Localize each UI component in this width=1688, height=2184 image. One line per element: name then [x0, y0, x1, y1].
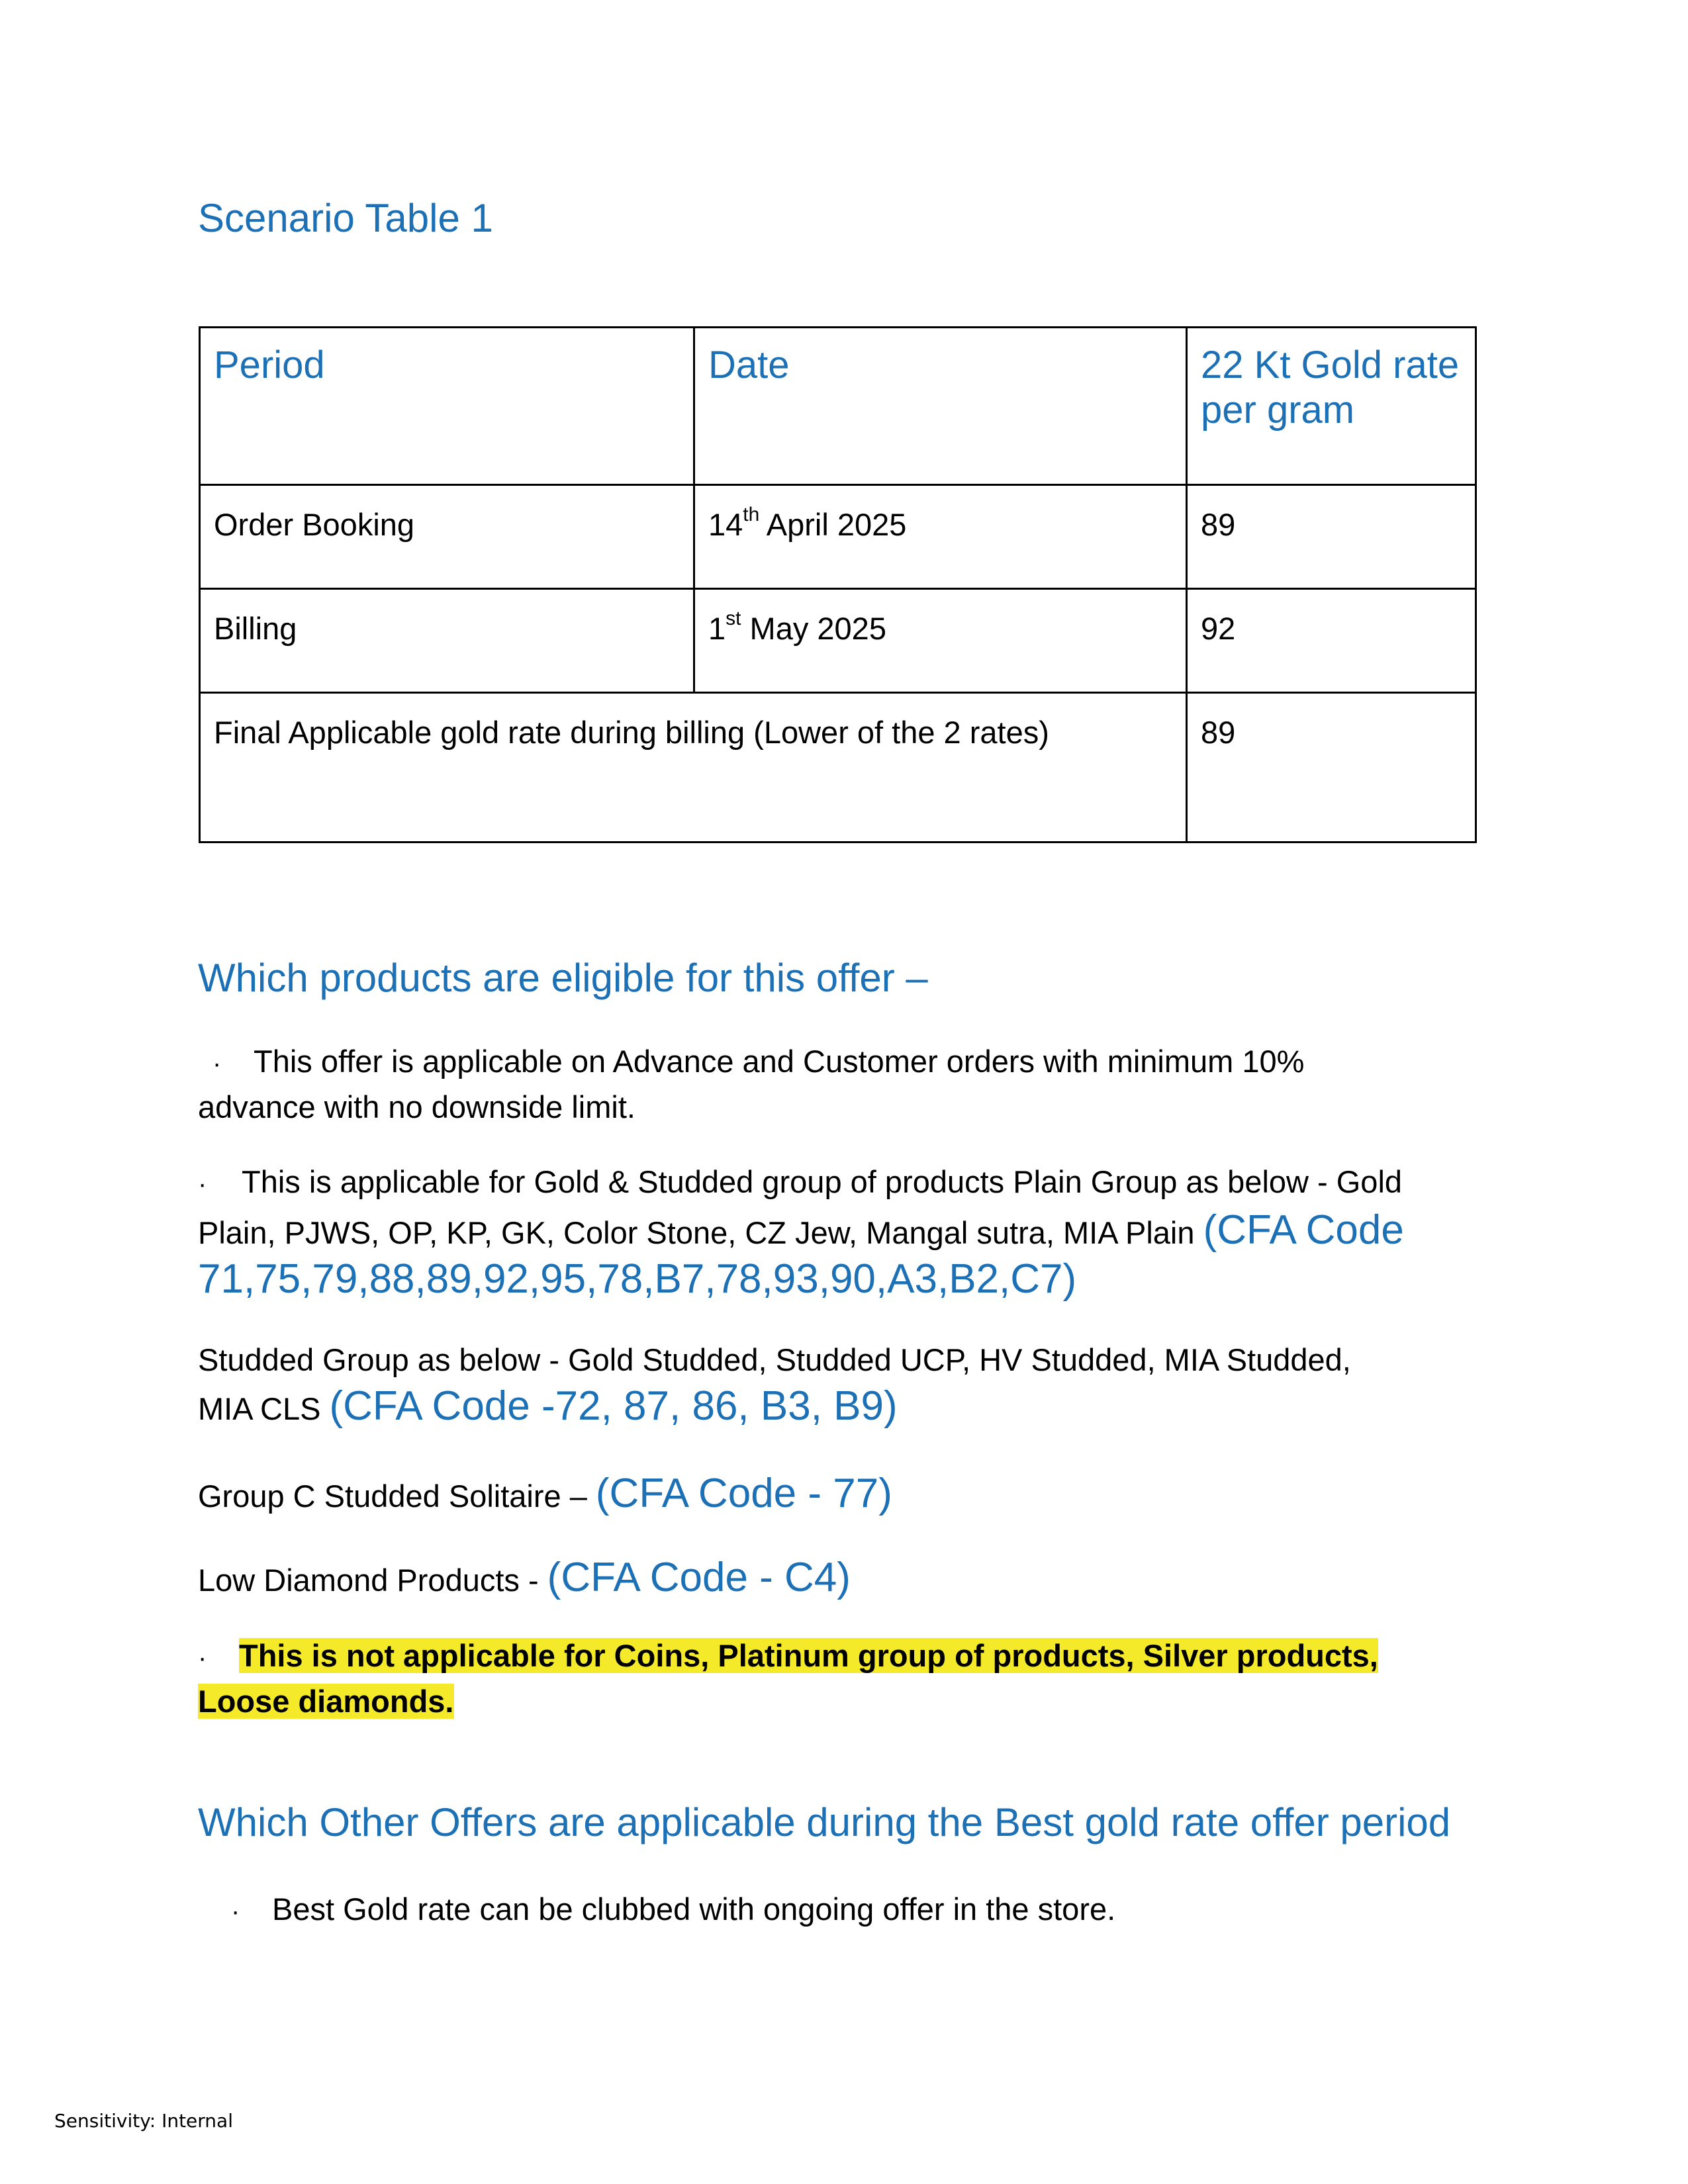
paragraph-line: Studded Group as below - Gold Studded, Studded UCP, HV Studded, MIA Studded,	[198, 1342, 1351, 1377]
bullet-dot: ·	[198, 1169, 207, 1199]
header-date: Date	[694, 328, 1187, 485]
table-row	[200, 485, 1476, 589]
eligibility-paragraph-1	[198, 1040, 1304, 1129]
cfa-code: (CFA Code	[1203, 1207, 1404, 1253]
date-month-year: May 2025	[749, 611, 886, 646]
date-day: 1	[708, 611, 726, 646]
paragraph-line	[198, 1207, 1404, 1256]
scenario-table-title: Scenario Table 1	[198, 196, 493, 240]
table-row	[200, 589, 1476, 693]
date-day: 14	[708, 507, 743, 542]
paragraph-line: advance with no downside limit.	[198, 1089, 635, 1124]
paragraph-line	[198, 1159, 1404, 1207]
paragraph-line	[198, 1040, 1304, 1085]
paragraph-text: Low Diamond Products -	[198, 1563, 547, 1598]
date-month-year: April 2025	[766, 507, 907, 542]
cfa-code-list: 71,75,79,88,89,92,95,78,B7,78,93,90,A3,B2,C7)	[198, 1256, 1077, 1302]
date-suffix: th	[743, 504, 760, 525]
date-suffix: st	[726, 608, 741, 629]
cell-date	[694, 485, 1187, 589]
cfa-code: (CFA Code - C4)	[547, 1555, 851, 1600]
eligibility-paragraph-4	[198, 1471, 892, 1520]
paragraph-text: Plain, PJWS, OP, KP, GK, Color Stone, CZ Jew, Mangal sutra, MIA Plain	[198, 1215, 1203, 1250]
paragraph-text: MIA CLS	[198, 1391, 330, 1426]
table-header-row	[200, 328, 1476, 485]
cfa-code: (CFA Code -72, 87, 86, B3, B9)	[329, 1383, 898, 1429]
paragraph-line	[198, 1383, 1351, 1432]
sensitivity-footer: Sensitivity: Internal	[54, 2110, 233, 2132]
other-offers-paragraph	[198, 1886, 1115, 1934]
paragraph-line	[198, 1680, 1378, 1723]
cell-rate: 89	[1187, 485, 1476, 589]
bullet-dot: ·	[212, 1049, 222, 1078]
paragraph-line	[198, 1634, 1378, 1680]
cfa-code: (CFA Code - 77)	[595, 1471, 892, 1516]
cell-final-rate: 89	[1187, 693, 1476, 842]
highlighted-text: This is not applicable for Coins, Platinum group of products, Silver products,	[239, 1638, 1378, 1673]
eligibility-paragraph-3	[198, 1337, 1351, 1432]
eligibility-paragraph-5	[198, 1555, 851, 1604]
paragraph-text: This is applicable for Gold & Studded group of products Plain Group as below - Gold	[242, 1164, 1403, 1199]
bullet-dot: ·	[198, 1643, 207, 1672]
cell-final-label: Final Applicable gold rate during billing (Lower of the 2 rates)	[200, 693, 1187, 842]
scenario-table	[199, 326, 1477, 843]
cell-date	[694, 589, 1187, 693]
eligibility-paragraph-2	[198, 1159, 1404, 1302]
paragraph-text: Group C Studded Solitaire –	[198, 1479, 596, 1514]
header-gold-rate: 22 Kt Gold rate per gram	[1187, 328, 1476, 485]
paragraph-text: This offer is applicable on Advance and Customer orders with minimum 10%	[254, 1044, 1305, 1079]
bullet-dot: ·	[231, 1897, 240, 1926]
table-final-row	[200, 693, 1476, 842]
cell-period: Billing	[200, 589, 694, 693]
other-offers-heading: Which Other Offers are applicable during the Best gold rate offer period	[198, 1800, 1451, 1844]
eligibility-heading: Which products are eligible for this offer –	[198, 956, 928, 1000]
paragraph-text: Best Gold rate can be clubbed with ongoing offer in the store.	[272, 1891, 1116, 1927]
highlighted-text: Loose diamonds.	[198, 1684, 454, 1719]
cell-period: Order Booking	[200, 485, 694, 589]
cell-rate: 92	[1187, 589, 1476, 693]
eligibility-paragraph-6	[198, 1634, 1378, 1723]
header-period: Period	[200, 328, 694, 485]
